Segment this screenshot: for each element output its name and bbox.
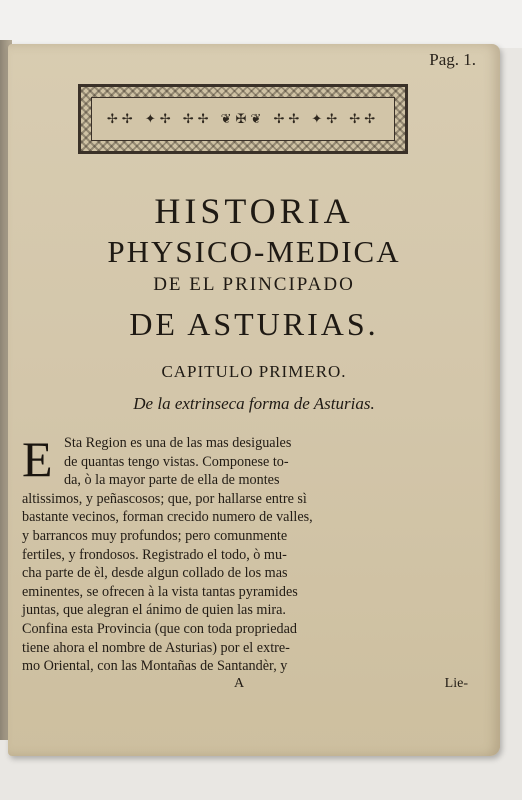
body-line: de quantas tengo vistas. Componese to- (64, 453, 289, 470)
body-line: mo Oriental, con las Montañas de Santandèr, y (22, 658, 288, 675)
title-historia: HISTORIA (154, 191, 354, 231)
catchword: Lie- (444, 676, 468, 691)
drop-capital: E (22, 431, 53, 487)
decorative-headpiece (78, 84, 408, 154)
background (0, 0, 522, 48)
title-principado: DE EL PRINCIPADO (153, 274, 355, 295)
body-line: juntas, que alegran el ánimo de quien las mira. (22, 602, 286, 619)
body-paragraph (22, 434, 468, 676)
book-page (8, 44, 500, 756)
body-line: bastante vecinos, forman crecido numero de valles, (22, 509, 313, 526)
page-number: Pag. 1. (429, 50, 476, 69)
body-line: altissimos, y peñascosos; que, por hallarse entre sì (22, 490, 307, 507)
body-line: y barrancos muy profundos; pero comunmente (22, 527, 288, 544)
signature-mark: A (234, 676, 245, 691)
body-line: tiene ahora el nombre de Asturias) por el extre- (22, 639, 290, 656)
body-line: eminentes, se ofrecen à la vista tantas pyramides (22, 583, 298, 600)
title-asturias: DE ASTURIAS. (129, 306, 379, 342)
body-line: da, ò la mayor parte de ella de montes (64, 472, 280, 489)
body-line: cha parte de èl, desde algun collado de los mas (22, 565, 288, 582)
body-line: Sta Region es una de las mas desiguales (64, 435, 292, 451)
body-line: Confina esta Provincia (que con toda propriedad (22, 620, 297, 637)
chapter-heading: CAPITULO PRIMERO. (161, 362, 347, 381)
title-physico-medica: PHYSICO-MEDICA (107, 234, 401, 269)
headpiece-ornament: ✢✢ ✦✢ ✢✢ ❦✠❦ ✢✢ ✦✢ ✢✢ (91, 97, 395, 141)
chapter-subtitle: De la extrinseca forma de Asturias. (133, 394, 375, 413)
body-line: fertiles, y frondosos. Registrado el todo, ò mu- (22, 546, 287, 563)
